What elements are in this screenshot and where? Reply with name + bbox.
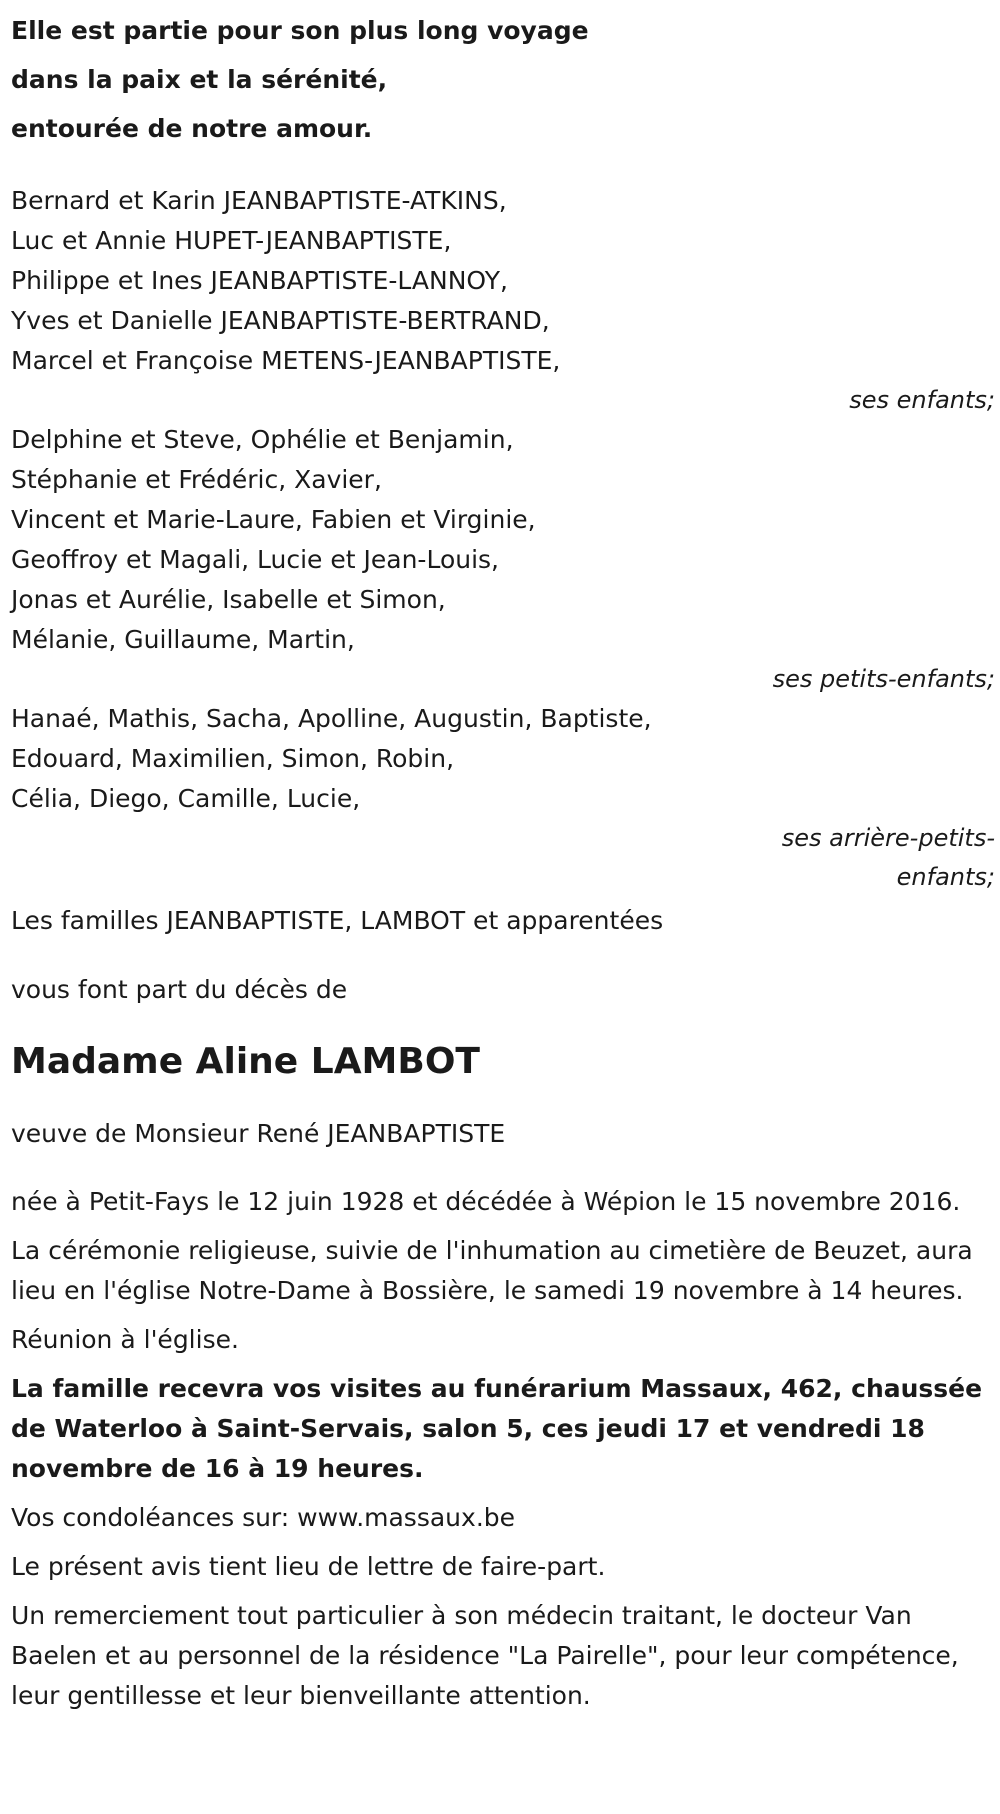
obituary-column: [11, 0, 1000, 1716]
families-line: Les familles JEANBAPTISTE, LAMBOT et apparentées: [11, 906, 664, 935]
child-name: Philippe et Ines JEANBAPTISTE-LANNOY,: [11, 266, 508, 295]
grandchildren-role: ses petits-enfants;: [772, 665, 995, 693]
grandchild-name: Stéphanie et Frédéric, Xavier,: [11, 465, 382, 494]
grandchild-name: Vincent et Marie-Laure, Fabien et Virginie,: [11, 505, 536, 534]
great-grandchild-name: Hanaé, Mathis, Sacha, Apolline, Augustin, Baptiste,: [11, 704, 652, 733]
intro-line: entourée de notre amour.: [11, 114, 373, 143]
grandchild-name: Mélanie, Guillaume, Martin,: [11, 625, 355, 654]
grandchild-name: Jonas et Aurélie, Isabelle et Simon,: [11, 585, 446, 614]
visits-paragraph: La famille recevra vos visites au funérarium Massaux, 462, chaussée de Waterloo à Saint-Servais, salon 5, ces jeudi 17 et vendredi 18 novembre de 16 à 19 heures.: [11, 1374, 983, 1483]
children-group: [11, 181, 1000, 420]
child-name: Marcel et Françoise METENS-JEANBAPTISTE,: [11, 346, 561, 375]
birth-death-paragraph: née à Petit-Fays le 12 juin 1928 et décédée à Wépion le 15 novembre 2016.: [11, 1187, 961, 1216]
children-role: ses enfants;: [849, 386, 995, 414]
widow-line: veuve de Monsieur René JEANBAPTISTE: [11, 1119, 506, 1148]
meeting-paragraph: Réunion à l'église.: [11, 1325, 239, 1354]
announce-line: vous font part du décès de: [11, 975, 348, 1004]
intro-line: dans la paix et la sérénité,: [11, 65, 388, 94]
child-name: Bernard et Karin JEANBAPTISTE-ATKINS,: [11, 186, 507, 215]
condolences-paragraph: Vos condoléances sur: www.massaux.be: [11, 1503, 516, 1532]
ceremony-paragraph: La cérémonie religieuse, suivie de l'inhumation au cimetière de Beuzet, aura lieu en l'église Notre-Dame à Bossière, le samedi 19 novembre à 14 heures.: [11, 1236, 973, 1305]
thanks-paragraph: Un remerciement tout particulier à son médecin traitant, le docteur Van Baelen et au personnel de la résidence "La Pairelle", pour leur compétence, leur gentillesse et leur bienveillante attention.: [11, 1601, 959, 1710]
great-grandchildren-group: [11, 699, 1000, 897]
grandchild-name: Delphine et Steve, Ophélie et Benjamin,: [11, 425, 514, 454]
deceased-name: Madame Aline LAMBOT: [11, 1041, 480, 1082]
great-grandchild-name: Edouard, Maximilien, Simon, Robin,: [11, 744, 455, 773]
child-name: Luc et Annie HUPET-JEANBAPTISTE,: [11, 226, 452, 255]
grandchild-name: Geoffroy et Magali, Lucie et Jean-Louis,: [11, 545, 500, 574]
notice-paragraph: Le présent avis tient lieu de lettre de faire-part.: [11, 1552, 606, 1581]
great-grandchildren-role-line1: ses arrière-petits-: [781, 824, 995, 852]
intro-quote: [11, 0, 1000, 153]
great-grandchild-name: Célia, Diego, Camille, Lucie,: [11, 784, 361, 813]
intro-line: Elle est partie pour son plus long voyage: [11, 16, 589, 45]
child-name: Yves et Danielle JEANBAPTISTE-BERTRAND,: [11, 306, 550, 335]
great-grandchildren-role-line2: enfants;: [896, 863, 995, 891]
grandchildren-group: [11, 420, 1000, 699]
